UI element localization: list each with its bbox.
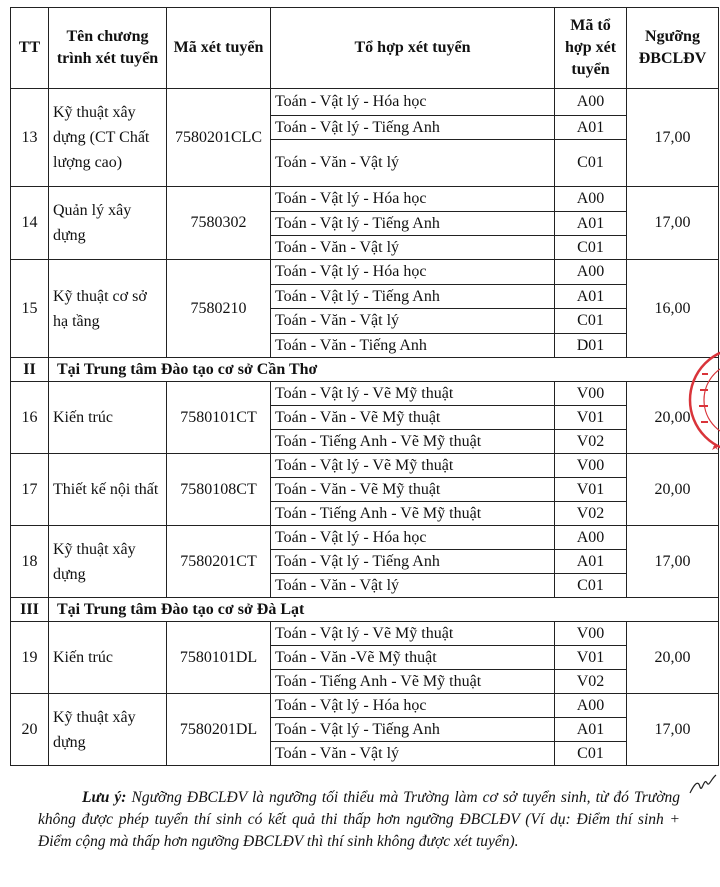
row-combo-code: A00 [555,260,627,285]
row-code: 7580108CT [167,454,271,526]
header-combination: Tổ hợp xét tuyển [271,8,555,89]
row-combo-code: V00 [555,622,627,646]
row-program-name: Thiết kế nội thất [49,454,167,526]
section-id: III [11,598,49,622]
row-combination: Toán - Vật lý - Hóa học [271,89,555,116]
row-combo-code: V02 [555,430,627,454]
row-combination: Toán - Vật lý - Tiếng Anh [271,718,555,742]
row-combo-code: V01 [555,406,627,430]
row-combo-code: C01 [555,140,627,187]
header-tt: TT [11,8,49,89]
row-combination: Toán - Vật lý - Vẽ Mỹ thuật [271,622,555,646]
section-title: Tại Trung tâm Đào tạo cơ sở Đà Lạt [49,598,719,622]
row-combo-code: A01 [555,285,627,309]
row-code: 7580210 [167,260,271,358]
row-tt: 17 [11,454,49,526]
row-program-name: Kỹ thuật cơ sở hạ tầng [49,260,167,358]
row-tt: 13 [11,89,49,187]
table-body [11,89,719,766]
row-combination: Toán - Văn - Vật lý [271,574,555,598]
row-combo-code: A01 [555,718,627,742]
footnote [38,787,680,853]
row-program-name: Kiến trúc [49,622,167,694]
header-code: Mã xét tuyển [167,8,271,89]
row-combination: Toán - Vật lý - Tiếng Anh [271,116,555,140]
row-combination: Toán - Tiếng Anh - Vẽ Mỹ thuật [271,430,555,454]
row-combination: Toán - Văn - Tiếng Anh [271,334,555,358]
row-code: 7580201CLC [167,89,271,187]
row-combination: Toán - Vật lý - Vẽ Mỹ thuật [271,382,555,406]
row-combination: Toán - Tiếng Anh - Vẽ Mỹ thuật [271,502,555,526]
row-combo-code: A01 [555,212,627,236]
row-combination: Toán - Vật lý - Hóa học [271,187,555,212]
row-combo-code: C01 [555,574,627,598]
row-threshold: 17,00 [627,89,719,187]
row-combination: Toán - Vật lý - Hóa học [271,694,555,718]
row-combination: Toán - Văn -Vẽ Mỹ thuật [271,646,555,670]
row-combination: Toán - Văn - Vẽ Mỹ thuật [271,478,555,502]
row-combo-code: C01 [555,742,627,766]
row-program-name: Kỹ thuật xây dựng [49,694,167,766]
row-threshold: 16,00 [627,260,719,358]
footnote-label: Lưu ý: [82,789,127,806]
row-code: 7580101DL [167,622,271,694]
table-row [11,622,719,646]
row-combo-code: A00 [555,694,627,718]
row-combo-code: A01 [555,550,627,574]
table-row [11,694,719,718]
table-row [11,526,719,550]
table-row [11,89,719,116]
row-combo-code: V00 [555,382,627,406]
header-combo-code: Mã tổ hợp xét tuyển [555,8,627,89]
header-program-name: Tên chương trình xét tuyển [49,8,167,89]
row-combination: Toán - Văn - Vẽ Mỹ thuật [271,406,555,430]
section-row [11,358,719,382]
table-row [11,382,719,406]
row-combo-code: A00 [555,187,627,212]
row-combination: Toán - Vật lý - Tiếng Anh [271,550,555,574]
row-tt: 14 [11,187,49,260]
row-threshold: 20,00 [627,454,719,526]
row-code: 7580302 [167,187,271,260]
row-combination: Toán - Vật lý - Tiếng Anh [271,285,555,309]
row-combo-code: C01 [555,309,627,334]
row-combination: Toán - Tiếng Anh - Vẽ Mỹ thuật [271,670,555,694]
row-combo-code: C01 [555,236,627,260]
row-combo-code: V01 [555,478,627,502]
row-threshold: 17,00 [627,526,719,598]
row-combination: Toán - Vật lý - Vẽ Mỹ thuật [271,454,555,478]
header-threshold: Ngưỡng ĐBCLĐV [627,8,719,89]
row-combination: Toán - Vật lý - Tiếng Anh [271,212,555,236]
signature-mark [688,773,718,797]
row-combo-code: V02 [555,670,627,694]
row-code: 7580201DL [167,694,271,766]
row-combination: Toán - Văn - Vật lý [271,236,555,260]
row-threshold: 17,00 [627,187,719,260]
row-combination: Toán - Văn - Vật lý [271,309,555,334]
row-combination: Toán - Văn - Vật lý [271,742,555,766]
row-combination: Toán - Vật lý - Hóa học [271,526,555,550]
row-threshold: 20,00 [627,382,719,454]
row-tt: 19 [11,622,49,694]
section-row [11,598,719,622]
row-combo-code: V02 [555,502,627,526]
row-tt: 18 [11,526,49,598]
row-code: 7580101CT [167,382,271,454]
row-program-name: Kỹ thuật xây dựng [49,526,167,598]
row-combo-code: A00 [555,526,627,550]
row-combination: Toán - Vật lý - Hóa học [271,260,555,285]
row-tt: 16 [11,382,49,454]
table-row [11,454,719,478]
red-stamp [682,330,720,470]
row-combo-code: D01 [555,334,627,358]
row-program-name: Kỹ thuật xây dựng (CT Chất lượng cao) [49,89,167,187]
row-code: 7580201CT [167,526,271,598]
row-combo-code: V01 [555,646,627,670]
header-row [11,8,719,89]
row-combination: Toán - Văn - Vật lý [271,140,555,187]
row-combo-code: A00 [555,89,627,116]
row-program-name: Kiến trúc [49,382,167,454]
table-row [11,187,719,212]
table-row [11,260,719,285]
section-id: II [11,358,49,382]
admission-table [10,7,719,766]
section-title: Tại Trung tâm Đào tạo cơ sở Cần Thơ [49,358,719,382]
row-program-name: Quản lý xây dựng [49,187,167,260]
row-tt: 20 [11,694,49,766]
footnote-text: Ngưỡng ĐBCLĐV là ngưỡng tối thiểu mà Trường làm cơ sở tuyển sinh, từ đó Trường không được phép tuyển thí sinh có kết quả thi thấp hơn ngưỡng ĐBCLĐV (Ví dụ: Điểm thí sinh + Điểm cộng mà thấp hơn ngưỡng ĐBCLĐV thì thí sinh không được xét tuyển). [38,789,680,850]
row-tt: 15 [11,260,49,358]
row-threshold: 17,00 [627,694,719,766]
row-threshold: 20,00 [627,622,719,694]
row-combo-code: V00 [555,454,627,478]
row-combo-code: A01 [555,116,627,140]
